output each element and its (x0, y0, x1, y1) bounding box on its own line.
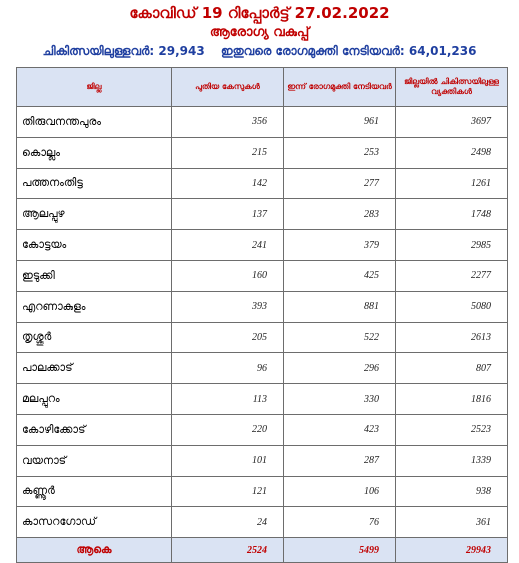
table-row (17, 230, 508, 261)
new-cases: 205 (172, 322, 284, 353)
column-header: ഇന്ന് രോഗമുക്തി നേടിയവർ (284, 68, 396, 107)
district-name: കാസറഗോഡ് (17, 507, 172, 538)
total-label: ആകെ (17, 538, 172, 563)
table-row (17, 260, 508, 291)
district-name: തിരുവനന്തപുരം (17, 107, 172, 138)
new-cases: 113 (172, 384, 284, 415)
table-row (17, 137, 508, 168)
table-row (17, 168, 508, 199)
table-row (17, 476, 508, 507)
active-cases: 1339 (396, 445, 508, 476)
new-cases: 142 (172, 168, 284, 199)
recovered-today: 287 (284, 445, 396, 476)
active-cases: 2498 (396, 137, 508, 168)
department-name: ആരോഗ്യ വകുപ്പ് (209, 25, 310, 40)
total-new-cases: 2524 (172, 538, 284, 563)
active-cases: 2523 (396, 414, 508, 445)
total-active: 29943 (396, 538, 508, 563)
table-row (17, 507, 508, 538)
total-recovered: 5499 (284, 538, 396, 563)
recovered-today: 961 (284, 107, 396, 138)
district-name: വയനാട് (17, 445, 172, 476)
new-cases: 393 (172, 291, 284, 322)
column-header: ജില്ലയിൽ ചികിത്സയിലുള്ള വ്യക്തികൾ (396, 68, 508, 107)
under-treatment-count: ചികിത്സയിലുള്ളവർ: 29,943 (42, 44, 205, 58)
table-row (17, 384, 508, 415)
active-cases: 361 (396, 507, 508, 538)
new-cases: 137 (172, 199, 284, 230)
table-row (17, 445, 508, 476)
district-name: പത്തനംതിട്ട (17, 168, 172, 199)
column-header: പുതിയ കേസുകൾ (172, 68, 284, 107)
recovered-today: 881 (284, 291, 396, 322)
new-cases: 24 (172, 507, 284, 538)
active-cases: 1261 (396, 168, 508, 199)
new-cases: 215 (172, 137, 284, 168)
total-row (17, 538, 508, 563)
active-cases: 938 (396, 476, 508, 507)
summary-line (0, 44, 519, 59)
table-header-row (17, 68, 508, 107)
recovered-today: 522 (284, 322, 396, 353)
active-cases: 2985 (396, 230, 508, 261)
new-cases: 101 (172, 445, 284, 476)
recovered-total: ഇതുവരെ രോഗമുക്തി നേടിയവർ: 64,01,236 (220, 44, 477, 58)
active-cases: 3697 (396, 107, 508, 138)
district-table (16, 67, 508, 563)
district-name: ആലപ്പുഴ (17, 199, 172, 230)
recovered-today: 296 (284, 353, 396, 384)
active-cases: 2613 (396, 322, 508, 353)
new-cases: 96 (172, 353, 284, 384)
new-cases: 121 (172, 476, 284, 507)
district-name: മലപ്പുറം (17, 384, 172, 415)
active-cases: 1748 (396, 199, 508, 230)
district-name: തൃശ്ശൂർ (17, 322, 172, 353)
active-cases: 2277 (396, 260, 508, 291)
table-row (17, 414, 508, 445)
active-cases: 1816 (396, 384, 508, 415)
recovered-today: 379 (284, 230, 396, 261)
recovered-today: 423 (284, 414, 396, 445)
table-row (17, 291, 508, 322)
recovered-today: 283 (284, 199, 396, 230)
recovered-today: 330 (284, 384, 396, 415)
recovered-today: 76 (284, 507, 396, 538)
table-row (17, 353, 508, 384)
district-name: ഇടുക്കി (17, 260, 172, 291)
district-name: പാലക്കാട് (17, 353, 172, 384)
active-cases: 807 (396, 353, 508, 384)
active-cases: 5080 (396, 291, 508, 322)
recovered-today: 253 (284, 137, 396, 168)
district-name: കൊല്ലം (17, 137, 172, 168)
column-header: ജില്ല (17, 68, 172, 107)
new-cases: 220 (172, 414, 284, 445)
table-row (17, 107, 508, 138)
district-name: കോഴിക്കോട് (17, 414, 172, 445)
new-cases: 160 (172, 260, 284, 291)
district-name: കോട്ടയം (17, 230, 172, 261)
district-name: എറണാകുളം (17, 291, 172, 322)
table-row (17, 322, 508, 353)
recovered-today: 106 (284, 476, 396, 507)
new-cases: 241 (172, 230, 284, 261)
district-name: കണ്ണൂർ (17, 476, 172, 507)
new-cases: 356 (172, 107, 284, 138)
report-title: കോവിഡ് 19 റിപ്പോർട്ട് 27.02.2022 (129, 4, 390, 22)
recovered-today: 425 (284, 260, 396, 291)
recovered-today: 277 (284, 168, 396, 199)
table-row (17, 199, 508, 230)
